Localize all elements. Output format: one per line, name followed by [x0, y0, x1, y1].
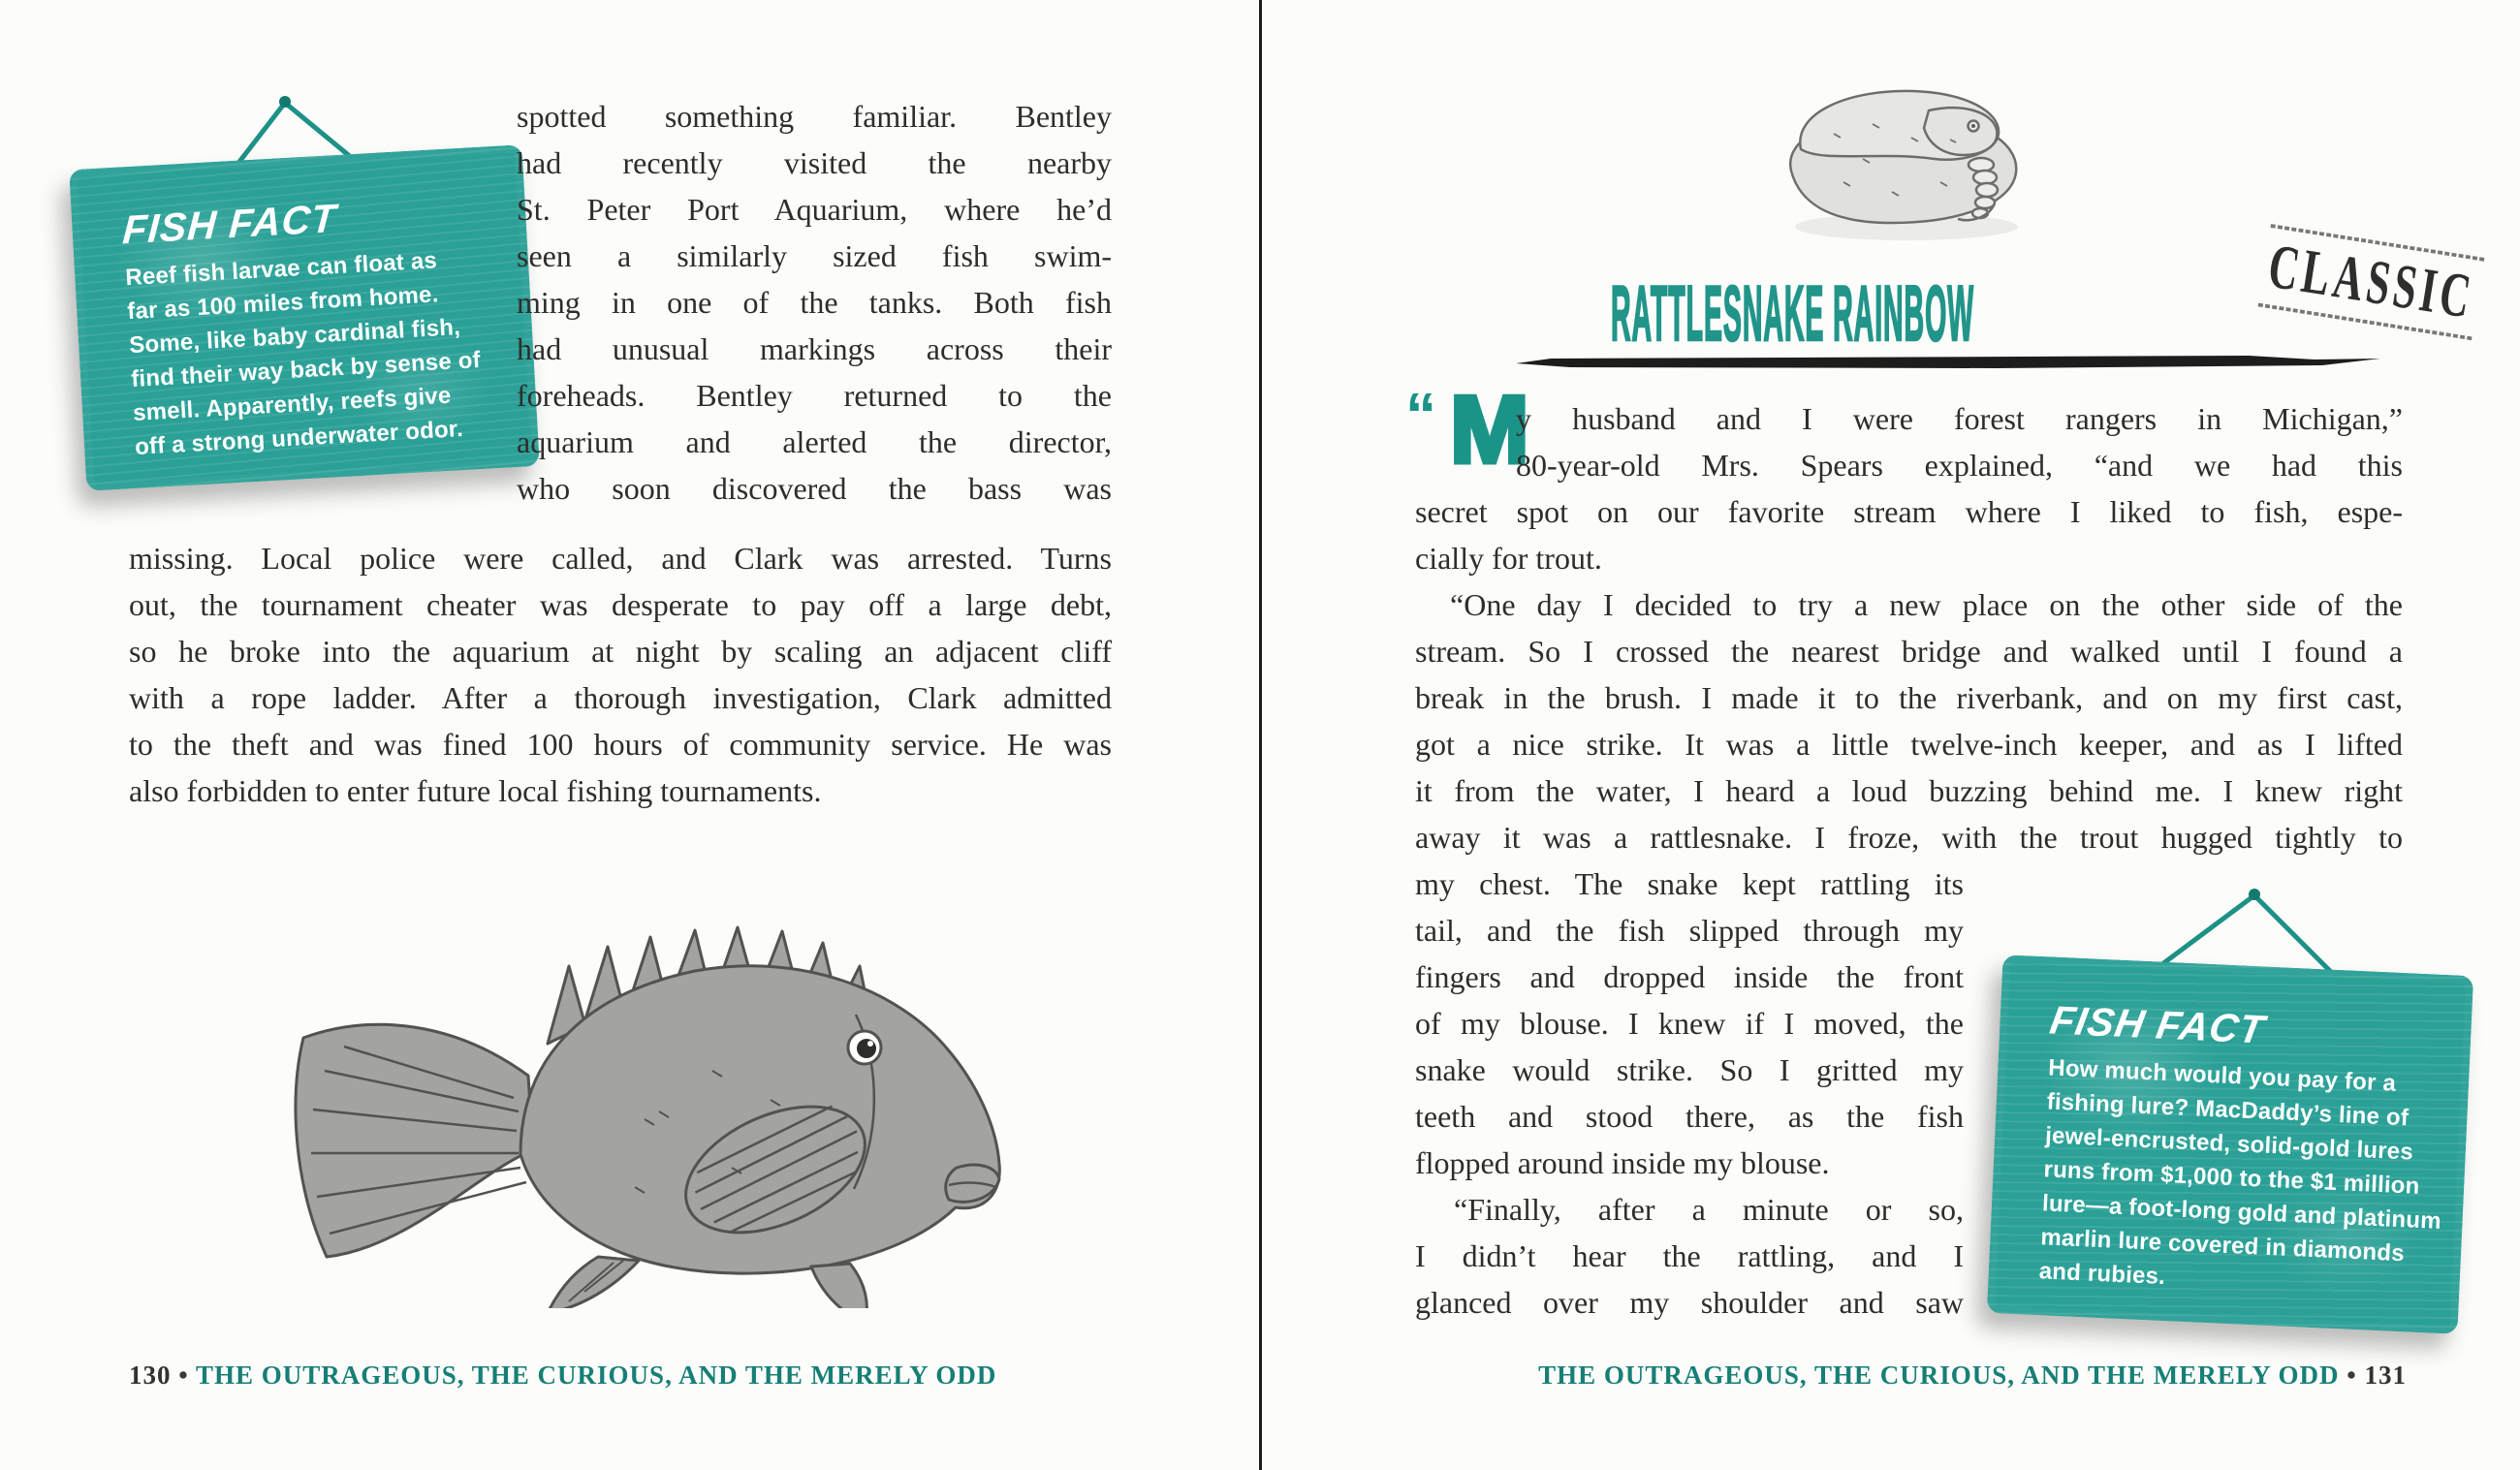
- page-number: 131: [2364, 1361, 2407, 1390]
- text-line: break in the brush. I made it to the riverbank, and on my first cast,: [1415, 680, 2403, 715]
- fish-fact-line: Reef fish larvae can float as: [124, 247, 438, 292]
- text-line: who soon discovered the bass was: [517, 471, 1112, 506]
- text-line: fingers and dropped inside the front: [1415, 959, 1964, 994]
- fish-fact-line: fishing lure? MacDaddy’s line of: [2046, 1088, 2410, 1132]
- fish-fact-heading: FISH FACT: [121, 195, 338, 253]
- text-line: tail, and the fish slipped through my: [1415, 913, 1964, 948]
- text-line: so he broke into the aquarium at night by scaling an adjacent cliff: [129, 634, 1112, 669]
- text-line: had recently visited the nearby: [517, 145, 1112, 180]
- page-gutter-divider: [1259, 0, 1262, 1470]
- text-line: secret spot on our favorite stream where I liked to fish, espe-: [1415, 494, 2403, 529]
- text-line: out, the tournament cheater was desperate to pay off a large debt,: [129, 587, 1112, 622]
- fish-fact-line: off a strong underwater odor.: [134, 416, 464, 460]
- title-underline-rule: [1512, 355, 2384, 370]
- text-line: my chest. The snake kept rattling its: [1415, 866, 1964, 901]
- fish-fact-line: lure—a foot-long gold and platinum: [2041, 1190, 2442, 1235]
- text-line: glanced over my shoulder and saw: [1415, 1285, 1964, 1320]
- text-line: St. Peter Port Aquarium, where he’d: [517, 192, 1112, 227]
- text-line: y husband and I were forest rangers in Michigan,”: [1516, 401, 2403, 436]
- text-line: foreheads. Bentley returned to the: [517, 378, 1112, 413]
- page-footer: [1538, 1361, 2407, 1391]
- fish-fact-line: Some, like baby cardinal fish,: [128, 314, 461, 360]
- fish-fact-sign: [69, 144, 540, 491]
- text-line: ming in one of the tanks. Both fish: [517, 285, 1112, 320]
- text-line: seen a similarly sized fish swim-: [517, 238, 1112, 273]
- body-paragraph-1: [1415, 395, 2403, 581]
- fish-fact-line: and rubies.: [2038, 1258, 2166, 1291]
- fish-fact-line: find their way back by sense of: [130, 346, 482, 393]
- footer-bullet: •: [178, 1361, 196, 1390]
- page-footer: [129, 1361, 996, 1391]
- coiled-rattlesnake-illustration: [1756, 56, 2057, 250]
- text-line: “One day I decided to try a new place on the other side of the: [1450, 587, 2403, 622]
- text-line: “Finally, after a minute or so,: [1454, 1192, 1964, 1227]
- page-number: 130: [129, 1361, 172, 1390]
- text-line: aquarium and alerted the director,: [517, 424, 1112, 459]
- drop-cap: M: [1450, 376, 1529, 483]
- text-line: stream. So I crossed the nearest bridge and walked until I found a: [1415, 634, 2403, 669]
- footer-book-title: THE OUTRAGEOUS, THE CURIOUS, AND THE MERELY ODD: [195, 1361, 997, 1390]
- fish-fact-line: runs from $1,000 to the $1 million: [2043, 1156, 2421, 1200]
- opening-quote-mark: “: [1405, 380, 1436, 450]
- body-paragraph-2-wrapped: [1415, 860, 1964, 1186]
- body-text-column: [517, 93, 1112, 512]
- text-line: 80-year-old Mrs. Spears explained, “and we had this: [1516, 448, 2403, 483]
- footer-bullet: •: [2347, 1361, 2365, 1390]
- text-line: away it was a rattlesnake. I froze, with the trout hugged tightly to: [1415, 820, 2403, 855]
- chapter-title: RATTLESNAKE RAINBOW: [1611, 270, 1975, 358]
- text-line: snake would strike. So I gritted my: [1415, 1052, 1964, 1087]
- fish-fact-line: marlin lure covered in diamonds: [2039, 1224, 2406, 1267]
- fish-fact-heading: FISH FACT: [2046, 997, 2269, 1052]
- fish-fact-line: smell. Apparently, reefs give: [132, 382, 453, 427]
- fish-fact-line: far as 100 miles from home.: [126, 281, 440, 326]
- fish-fact-sign: [1987, 954, 2473, 1334]
- text-line: spotted something familiar. Bentley: [517, 99, 1112, 134]
- fish-fact-line: jewel-encrusted, solid-gold lures: [2044, 1122, 2414, 1166]
- text-line: cially for trout.: [1415, 541, 1602, 576]
- text-line: I didn’t hear the rattling, and I: [1415, 1238, 1964, 1273]
- classic-stamp: CLASSIC: [2260, 224, 2520, 331]
- text-line: with a rope ladder. After a thorough investigation, Clark admitted: [129, 680, 1112, 715]
- body-paragraph-2: [1415, 581, 2403, 860]
- text-line: also forbidden to enter future local fishing tournaments.: [129, 773, 822, 808]
- footer-book-title: THE OUTRAGEOUS, THE CURIOUS, AND THE MERELY ODD: [1538, 1361, 2340, 1390]
- text-line: of my blouse. I knew if I moved, the: [1415, 1006, 1964, 1041]
- fish-fact-line: How much would you pay for a: [2047, 1054, 2397, 1097]
- text-line: missing. Local police were called, and Clark was arrested. Turns: [129, 541, 1112, 576]
- body-text-full: [129, 535, 1112, 814]
- text-line: had unusual markings across their: [517, 331, 1112, 366]
- text-line: to the theft and was fined 100 hours of community service. He was: [129, 727, 1112, 762]
- text-line: teeth and stood there, as the fish: [1415, 1099, 1964, 1134]
- text-line: flopped around inside my blouse.: [1415, 1145, 1830, 1180]
- text-line: got a nice strike. It was a little twelve-inch keeper, and as I lifted: [1415, 727, 2403, 762]
- fish-fact-text: [124, 239, 517, 464]
- bass-fish-illustration: [228, 877, 1032, 1308]
- body-paragraph-3: [1415, 1186, 1964, 1326]
- text-line: it from the water, I heard a loud buzzing behind me. I knew right: [1415, 773, 2403, 808]
- fish-fact-text: [2038, 1050, 2448, 1305]
